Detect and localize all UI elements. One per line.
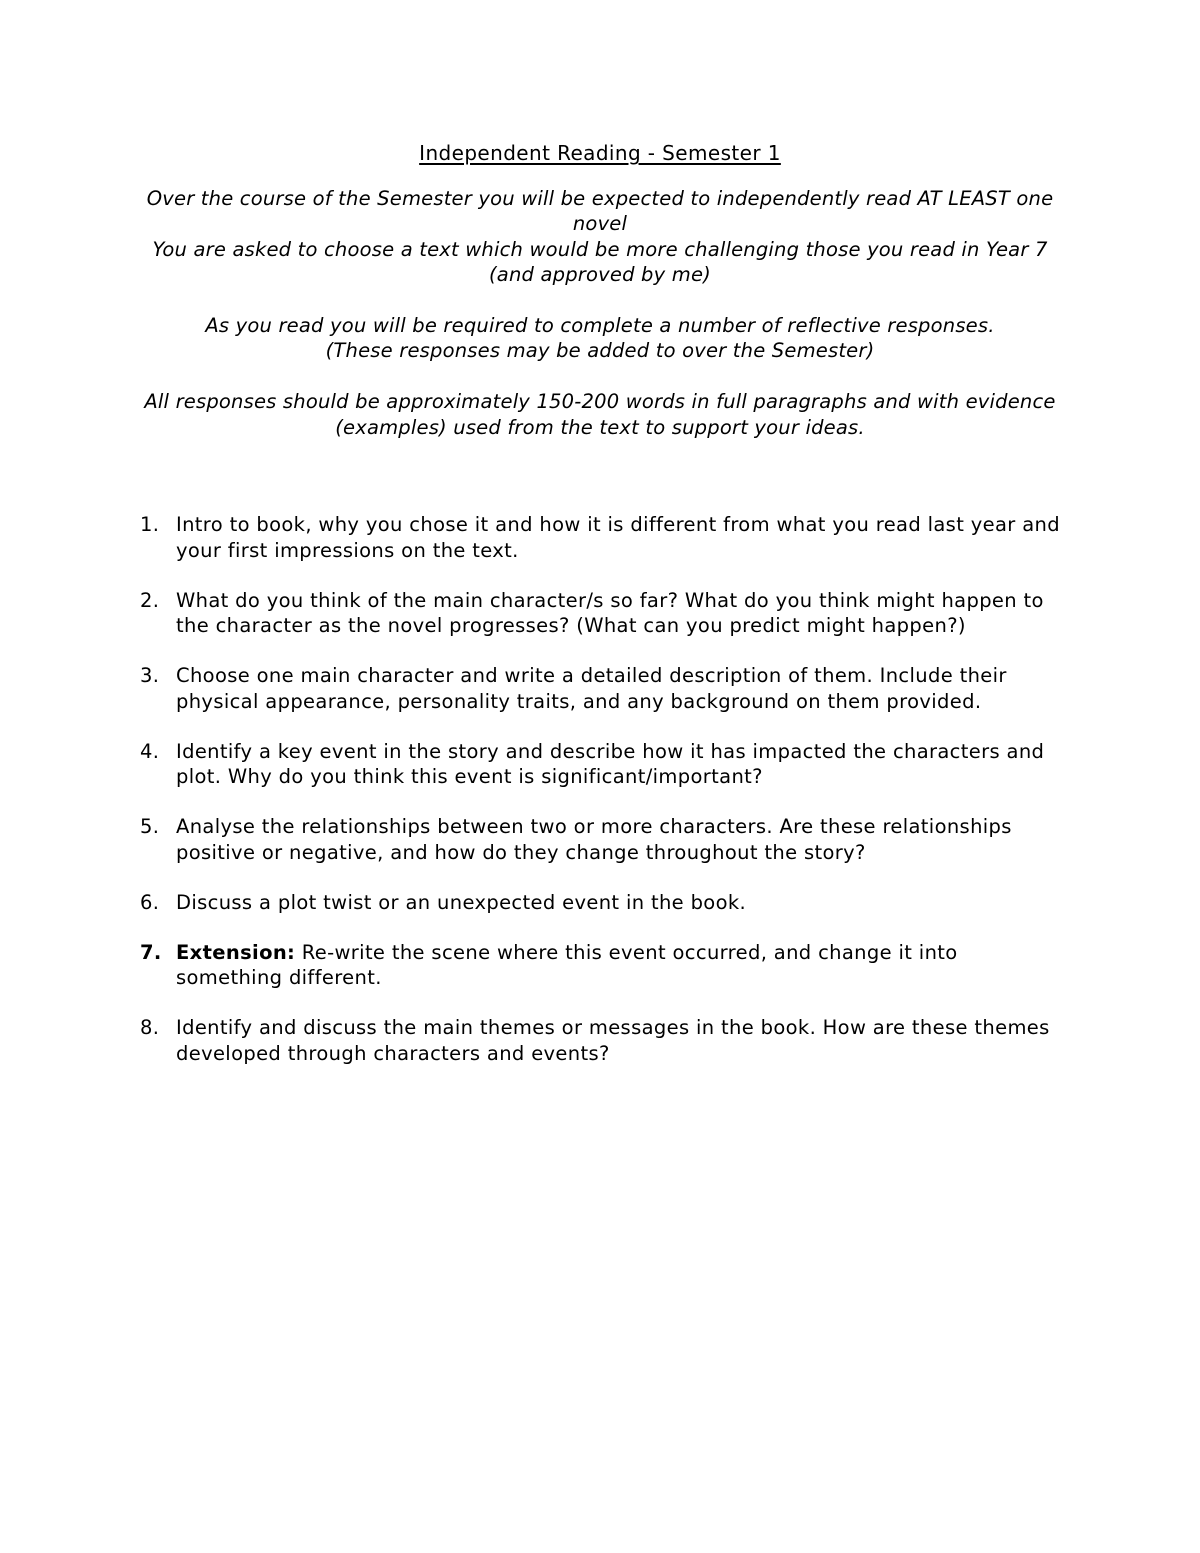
instruction-reflective-responses: As you read you will be required to complete a number of reflective responses. [205, 314, 995, 338]
instruction-text-choice: You are asked to choose a text which would be more challenging those you read in Year 7 (and approved by me) [152, 237, 1048, 287]
task-text: Analyse the relationships between two or more characters. Are these relationships positive or negative, and how do they change throughout the story? [176, 815, 1012, 864]
task-number: 7. [140, 940, 162, 964]
task-item [140, 890, 1070, 916]
task-number: 8. [140, 1016, 160, 1039]
instructions [140, 186, 1060, 440]
task-text: Identify a key event in the story and describe how it has impacted the characters and plot. Why do you think this event is significant/important? [176, 739, 1045, 788]
task-item [140, 814, 1070, 865]
spacer [140, 364, 1060, 389]
extension-label: Extension: [176, 940, 296, 964]
task-text: Re-write the scene where this event occurred, and change it into something different. [176, 940, 958, 989]
instruction-responses-note: (These responses may be added to over the Semester) [325, 339, 875, 363]
task-text: What do you think of the main character/s so far? What do you think might happen to the character as the novel progresses? (What can you predict might happen?) [176, 588, 1044, 637]
task-item [140, 512, 1070, 563]
task-item [140, 739, 1070, 790]
task-number: 2. [140, 588, 160, 612]
task-list [140, 512, 1070, 1091]
document-title: Independent Reading - Semester 1 [419, 141, 781, 165]
task-text: Identify and discuss the main themes or messages in the book. How are these themes developed through characters and events? [176, 1016, 1050, 1065]
task-text: Discuss a plot twist or an unexpected event in the book. [176, 890, 747, 914]
task-number: 4. [140, 739, 160, 763]
task-number: 6. [140, 890, 160, 914]
task-item [140, 1015, 1070, 1066]
task-item [140, 663, 1070, 714]
task-item-extension [140, 940, 1070, 991]
task-number: 5. [140, 815, 160, 838]
task-number: 3. [140, 664, 160, 687]
spacer [140, 288, 1060, 313]
instruction-word-count: All responses should be approximately 150-200 words in full paragraphs and with evidence (examples) used from the text to support your ideas. [144, 390, 1056, 439]
task-text: Choose one main character and write a detailed description of them. Include their physical appearance, personality traits, and any background on them provided. [176, 664, 1007, 713]
instruction-reading-expectation: Over the course of the Semester you will be expected to independently read AT LEAST one novel [146, 187, 1054, 236]
task-item [140, 588, 1070, 639]
task-text: Intro to book, why you chose it and how it is different from what you read last year and your first impressions on the text. [176, 513, 1060, 562]
task-number: 1. [140, 513, 160, 536]
